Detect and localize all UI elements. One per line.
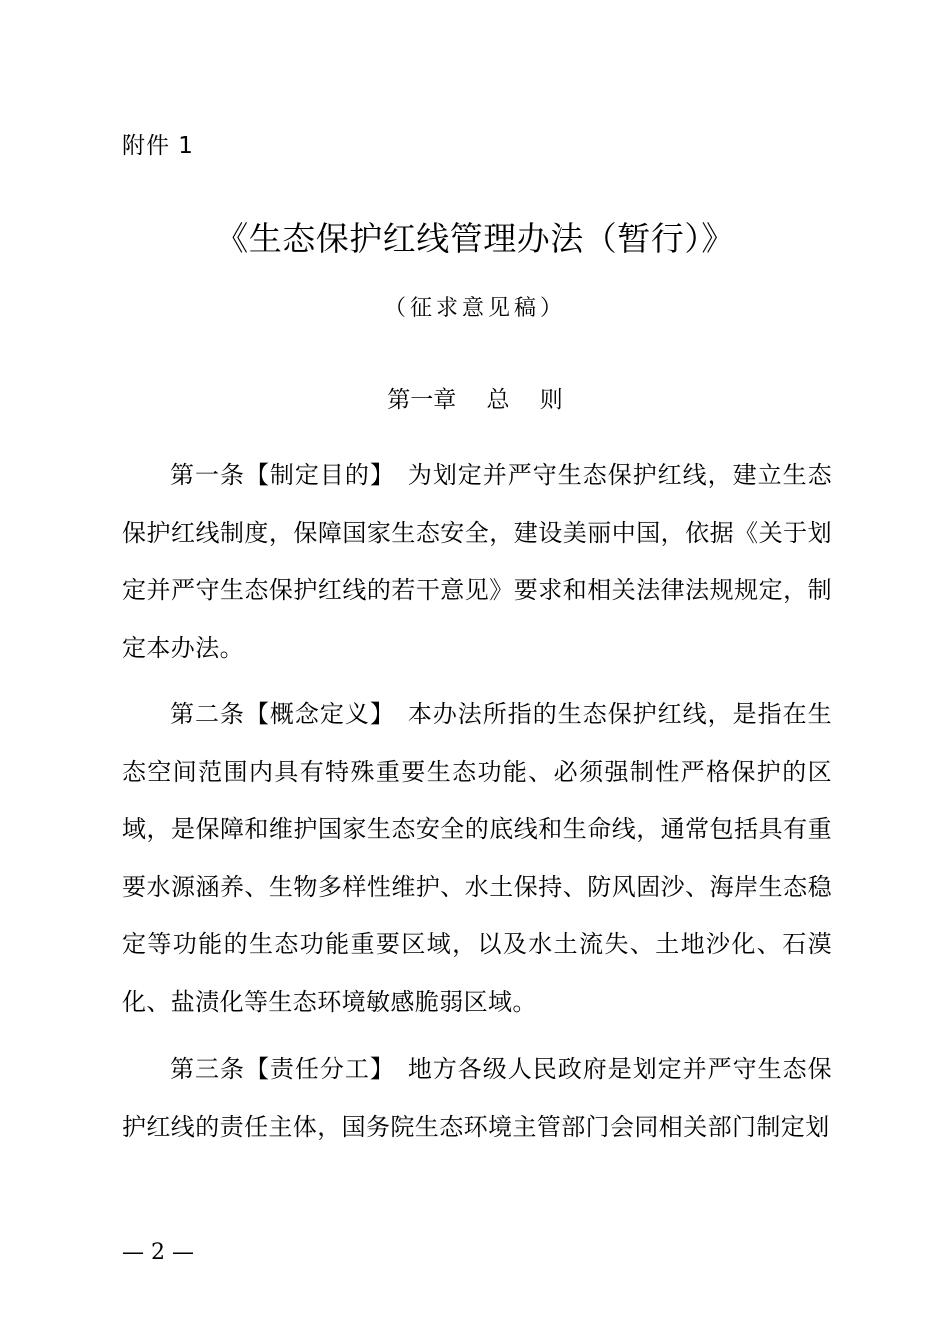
article-2-body: 本办法所指的生态保护红线，是指在生态空间范围内具有特殊重要生态功能、必须强制性严格保护的区域，是保障和维护国家生态安全的底线和生命线，通常包括具有重要水源涵养、生物多样性维护、水土保持、防风固沙、海岸生态稳定等功能的生态功能重要区域，以及水土流失、土地沙化、石漠化、盐渍化等生态环境敏感脆弱区域。 <box>122 700 832 1016</box>
page-number: — 2 — <box>122 1240 194 1265</box>
chapter-heading: 第一章 总 则 <box>387 387 563 413</box>
document-title: 《生态保护红线管理办法（暂行）》 <box>215 219 735 258</box>
article-2 <box>122 686 832 1031</box>
article-3-heading: 第三条【责任分工】 <box>170 1055 408 1083</box>
article-1 <box>122 447 832 677</box>
document-subtitle: （征求意见稿） <box>383 296 566 321</box>
article-1-body: 为划定并严守生态保护红线，建立生态保护红线制度，保障国家生态安全，建设美丽中国，依据《关于划定并严守生态保护红线的若干意见》要求和相关法律法规规定，制定本办法。 <box>122 461 832 662</box>
article-3 <box>122 1041 832 1156</box>
article-3-body: 地方各级人民政府是划定并严守生态保护红线的责任主体，国务院生态环境主管部门会同相关部门制定划 <box>122 1055 832 1141</box>
article-2-heading: 第二条【概念定义】 <box>170 700 408 728</box>
article-1-heading: 第一条【制定目的】 <box>170 461 408 489</box>
attachment-label: 附件 1 <box>122 133 194 159</box>
